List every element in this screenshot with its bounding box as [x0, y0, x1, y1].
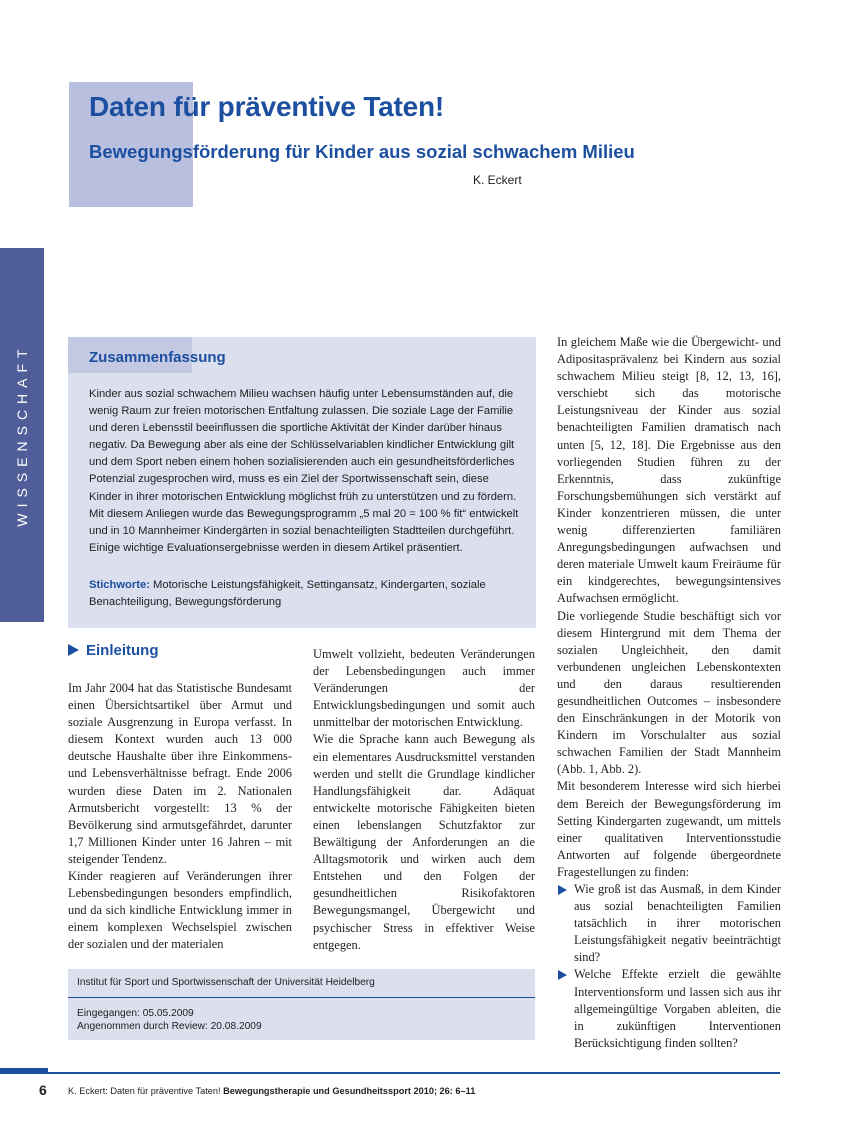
journal-reference: Bewegungstherapie und Gesundheitssport 2010; 26: 6–11: [223, 1086, 476, 1096]
author-name: K. Eckert: [473, 173, 522, 187]
paragraph: Die vorliegende Studie beschäftigt sich vor diesem Hintergrund mit dem Thema der sozialen Ungleichheit, den damit verbundenen ungleichen Lebenskontexten und den daraus resultierenden gesundheitlichen Outcomes – insbesondere den Einschränkungen in der Motorik von Kindern im Vorschulalter aus sozial schwachen Familien der Stadt Mannheim (Abb. 1, Abb. 2).: [557, 608, 781, 777]
footer-citation: [68, 1086, 475, 1096]
footer-rule: [0, 1072, 780, 1074]
article-subtitle: Bewegungsförderung für Kinder aus sozial schwachem Milieu: [89, 141, 635, 162]
text-column-3: [557, 334, 781, 1052]
summary-text: Kinder aus sozial schwachem Milieu wachsen häufig unter Lebensumständen auf, die wenig Raum zur freien motorischen Entfaltung zulassen. Die soziale Lage der Familie und deren Lebensstil beeinflussen die sportliche Aktivität der Kinder darüber hinaus negativ. Da Bewegung aber als eine der Schlüsselvariablen kindlicher Entwicklung gilt und dem Sport neben einem hohen sozialisierenden auch ein gesundheitsförderliches Potenzial zugesprochen wird, muss es ein Ziel der Sportwissenschaft sein, diese Kinder in ihrer motorischen Entwicklung möglichst früh zu unterstützen und zu fördern. Mit diesem Anliegen wurde das Bewegungsprogramm „5 mal 20 = 100 % fit“ entwickelt und in 10 Mannheimer Kindergärten in sozial benachteiligten Stadtteilen durchgeführt. Einige wichtige Evaluationsergebnisse werden in diesem Artikel präsentiert.: [89, 388, 519, 554]
keywords-list: Motorische Leistungsfähigkeit, Settingansatz, Kindergarten, soziale Benachteiligung, Bewegungsförderung: [89, 579, 486, 609]
paragraph: Kinder reagieren auf Veränderungen ihrer Lebensbedingungen besonders empfindlich, und da sich kindliche Entwicklung immer in einem komplexen Wechselspiel zwischen der sozialen und der materialen: [68, 869, 292, 952]
keywords: [89, 577, 519, 611]
institution-name: Institut für Sport und Sportwissenschaft der Universität Heidelberg: [77, 977, 375, 988]
arrow-bullet-icon: [68, 644, 79, 656]
paragraph: In gleichem Maße wie die Übergewicht- und Adipositasprävalenz bei Kindern aus sozial schwachem Milieu steigt [8, 12, 13, 16], verschiebt sich das motorische Leistungsniveau der Kinder aus sozial benachteiligten Familien dramatisch nach unten [5, 12, 18]. Die Ergebnisse aus den vorliegenden Studien führen zu der Erkenntnis, dass zukünftige Forschungsbemühungen sich verstärkt auf Kinder konzentrieren müssen, die unter wenig differenzierten familiären Anregungsbedingungen aufwachsen und deren materiale Umwelt kaum Freiräume für ein kindgerechtes, bewegungsintensives Aufwachsen ermöglicht.: [557, 335, 781, 606]
accepted-date: Angenommen durch Review: 20.08.2009: [77, 1021, 262, 1032]
list-item: Wie groß ist das Ausmaß, in dem Kinder aus sozial benachteiligten Familien tatsächlich in ihrer motorischen Leistungsfähigkeit negativ beeinträchtigt sind?: [557, 881, 781, 966]
paragraph: Umwelt vollzieht, bedeuten Veränderungen der Lebensbedingungen auch immer Veränderungen der Entwicklungsbedingungen und somit auch unmittelbar der motorischen Entwicklung.: [313, 647, 535, 730]
text-column-2: [313, 646, 535, 954]
article-title: Daten für präventive Taten!: [89, 91, 445, 122]
footer-accent: [0, 1068, 48, 1074]
summary-heading: Zusammenfassung: [89, 349, 226, 366]
paragraph: Mit besonderem Interesse wird sich hierbei dem Bereich der Bewegungsförderung im Setting Kindergarten zugewandt, um mittels einer qualitativen Interventionsstudie Antworten auf folgende übergeordnete Fragestellungen zu finden:: [557, 779, 781, 879]
keywords-label: Stichworte:: [89, 579, 150, 591]
list-item: Welche Effekte erzielt die gewählte Interventionsform und lassen sich aus ihr allgemeingültige Vorgaben ableiten, die in zukünftigen Interventionen Berücksichtigung finden sollten?: [557, 966, 781, 1051]
text-column-1: [68, 680, 292, 954]
citation-text: K. Eckert: Daten für präventive Taten!: [68, 1086, 221, 1096]
section-side-label: WISSENSCHAFT: [14, 343, 30, 527]
page-number: 6: [39, 1082, 47, 1098]
paragraph: Im Jahr 2004 hat das Statistische Bundesamt einen Übersichtsartikel über Armut und soziale Ausgrenzung in Europa verfasst. In diesem Kontext wurden auch 13 000 deutsche Haushalte über ihre Einkommens- und Lebensverhältnisse befragt. Ende 2006 wurden diese Daten im 2. Nationalen Armutsbericht vorgestellt: 13 % der Bevölkerung sind armutsgefährdet, darunter 1,7 Millionen Kinder unter 16 Jahren – mit steigender Tendenz.: [68, 681, 292, 866]
intro-heading: [68, 642, 159, 659]
institution-divider: [68, 997, 535, 998]
question-list: [557, 881, 781, 1052]
arrow-bullet-icon: [558, 885, 567, 895]
submission-dates: [77, 1007, 262, 1033]
intro-heading-text: Einleitung: [86, 642, 159, 659]
paragraph: Wie die Sprache kann auch Bewegung als ein elementares Ausdrucksmittel verstanden werden und stellt die Grundlage kindlicher Handlungsfähigkeit dar. Adäquat entwickelte motorische Fähigkeiten bieten einen lebenslangen Schutzfaktor zur Bewältigung der Anforderungen an die Alltagsmotorik und wirken auch dem Entstehen und den Folgen der gesundheitlichen Risikofaktoren Bewegungsmangel, Übergewicht und psychischer Stress in effektiver Weise entgegen.: [313, 732, 535, 952]
received-date: Eingegangen: 05.05.2009: [77, 1008, 194, 1019]
arrow-bullet-icon: [558, 970, 567, 980]
